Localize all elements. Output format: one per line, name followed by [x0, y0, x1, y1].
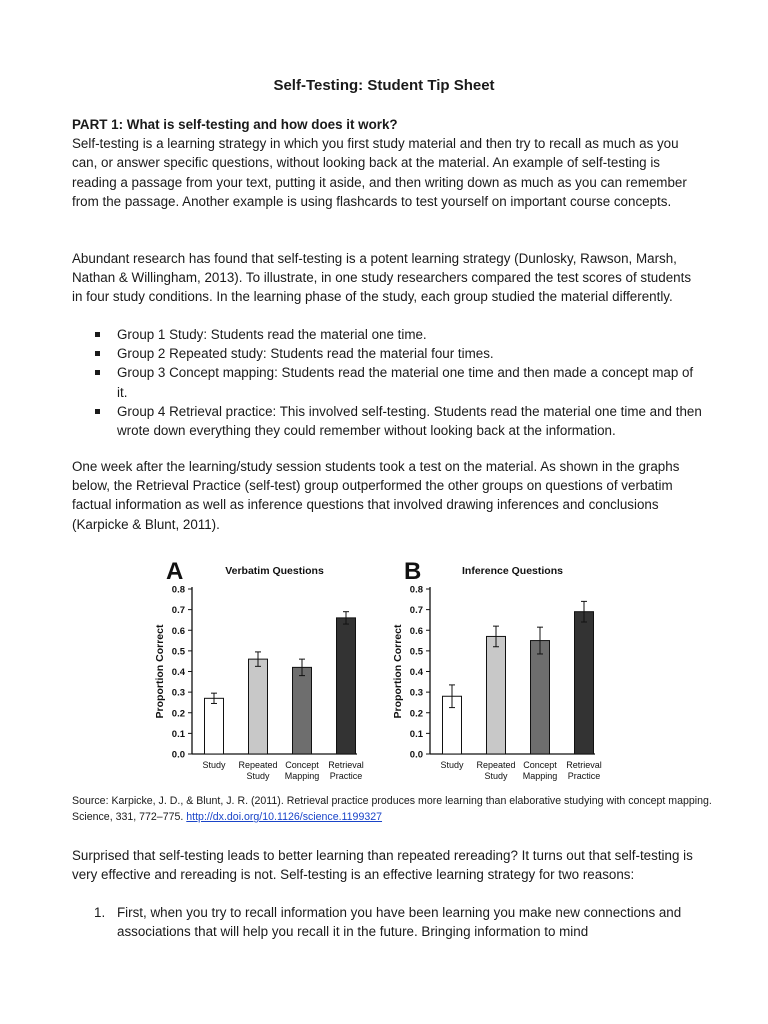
- bar: [249, 659, 268, 754]
- y-axis-label: Proportion Correct: [392, 624, 404, 719]
- bar: [487, 636, 506, 754]
- y-tick-label: 0.6: [171, 625, 185, 637]
- x-tick-label: Retrieval: [328, 760, 364, 770]
- x-tick-label: Mapping: [284, 771, 320, 781]
- part1-section: [72, 115, 702, 211]
- chart-title: Inference Questions: [462, 565, 563, 577]
- bar: [293, 667, 312, 754]
- x-tick-label: Concept: [285, 760, 319, 770]
- x-tick-label: Study: [440, 760, 464, 770]
- y-tick-label: 0.7: [409, 605, 423, 617]
- y-tick-label: 0.5: [171, 646, 185, 658]
- bar-charts-figure: [150, 553, 620, 789]
- x-tick-label: Study: [246, 771, 270, 781]
- y-tick-label: 0.4: [409, 667, 423, 678]
- bullet-icon: [95, 332, 100, 337]
- y-tick-label: 0.5: [409, 646, 423, 658]
- y-tick-label: 0.2: [409, 708, 423, 720]
- bar: [575, 612, 594, 754]
- y-axis-label: Proportion Correct: [154, 624, 166, 719]
- bar: [337, 618, 356, 754]
- y-tick-label: 0.8: [409, 584, 423, 596]
- x-tick-label: Practice: [567, 771, 601, 781]
- y-tick-label: 0.1: [171, 728, 185, 740]
- x-tick-label: Repeated: [238, 760, 278, 770]
- bullet-icon: [95, 409, 100, 414]
- y-tick-label: 0.8: [171, 584, 185, 596]
- y-tick-label: 0.0: [171, 749, 185, 761]
- x-tick-label: Repeated: [476, 760, 516, 770]
- panel-letter: A: [166, 558, 184, 585]
- bar: [531, 641, 550, 754]
- x-tick-label: Mapping: [522, 771, 558, 781]
- paragraph-3: One week after the learning/study session students took a test on the material. As shown in the graphs below, the Retrieval Practice (self-test) group outperformed the other groups on questions of verbatim factual information as well as inference questions that involved drawing inferences and conclusions (Karpicke & Blunt, 2011).: [72, 459, 680, 532]
- y-tick-label: 0.6: [409, 625, 423, 637]
- chart-title: Verbatim Questions: [225, 565, 324, 577]
- x-tick-label: Concept: [523, 760, 557, 770]
- group-list: [72, 325, 702, 440]
- y-tick-label: 0.0: [409, 749, 423, 761]
- y-tick-label: 0.4: [171, 667, 185, 678]
- paragraph-2: Abundant research has found that self-testing is a potent learning strategy (Dunlosky, Rawson, Marsh, Nathan & Willingham, 2013). To illustrate, in one study researchers compared the test scores of students in four study conditions. In the learning phase of the study, each group studied the material differently.: [72, 251, 692, 305]
- reasons-list: [72, 903, 702, 941]
- y-tick-label: 0.3: [171, 687, 185, 699]
- bullet-icon: [95, 370, 100, 375]
- list-item: 1. First, when you try to recall information you have been learning you make new connections and associations that will help you recall it in the future. Bringing information to mind: [94, 905, 682, 940]
- part1-heading: PART 1: What is self-testing and how does it work?: [72, 117, 398, 132]
- x-tick-label: Practice: [329, 771, 363, 781]
- y-tick-label: 0.3: [409, 687, 423, 699]
- list-item: Group 4 Retrieval practice: This involved self-testing. Students read the material one time and then wrote down everything they could remember without looking back at the information.: [72, 402, 702, 440]
- x-tick-label: Study: [202, 760, 226, 770]
- figure-source: [72, 793, 712, 825]
- paragraph-4: Surprised that self-testing leads to better learning than repeated rereading? It turns out that self-testing is very effective and rereading is not. Self-testing is an effective learning strategy for two reasons:: [72, 848, 693, 883]
- document-title: Self-Testing: Student Tip Sheet: [273, 77, 495, 94]
- x-tick-label: Retrieval: [566, 760, 602, 770]
- bar: [205, 698, 224, 754]
- list-item: Group 2 Repeated study: Students read the material four times.: [72, 344, 702, 363]
- bullet-icon: [95, 351, 100, 356]
- list-item: Group 1 Study: Students read the material one time.: [72, 325, 702, 344]
- doi-link[interactable]: http://dx.doi.org/10.1126/science.1199327: [186, 811, 383, 823]
- y-tick-label: 0.1: [409, 728, 423, 740]
- source-citation: Source: Karpicke, J. D., & Blunt, J. R. (2011). Retrieval practice produces more learning than elaborative studying with concept mapping. Science, 331, 772–775.: [72, 795, 712, 823]
- list-item: Group 3 Concept mapping: Students read the material one time and then made a concept map of it.: [72, 363, 702, 401]
- y-tick-label: 0.2: [171, 708, 185, 720]
- panel-letter: B: [404, 558, 422, 585]
- y-tick-label: 0.7: [171, 605, 185, 617]
- x-tick-label: Study: [484, 771, 508, 781]
- paragraph-1: Self-testing is a learning strategy in which you first study material and then try to recall as much as you can, or answer specific questions, without looking back at the material. An example of self-testing is reading a passage from your text, putting it aside, and then writing down as much as you can remember from the passage. Another example is using flashcards to test yourself on important course concepts.: [72, 136, 687, 209]
